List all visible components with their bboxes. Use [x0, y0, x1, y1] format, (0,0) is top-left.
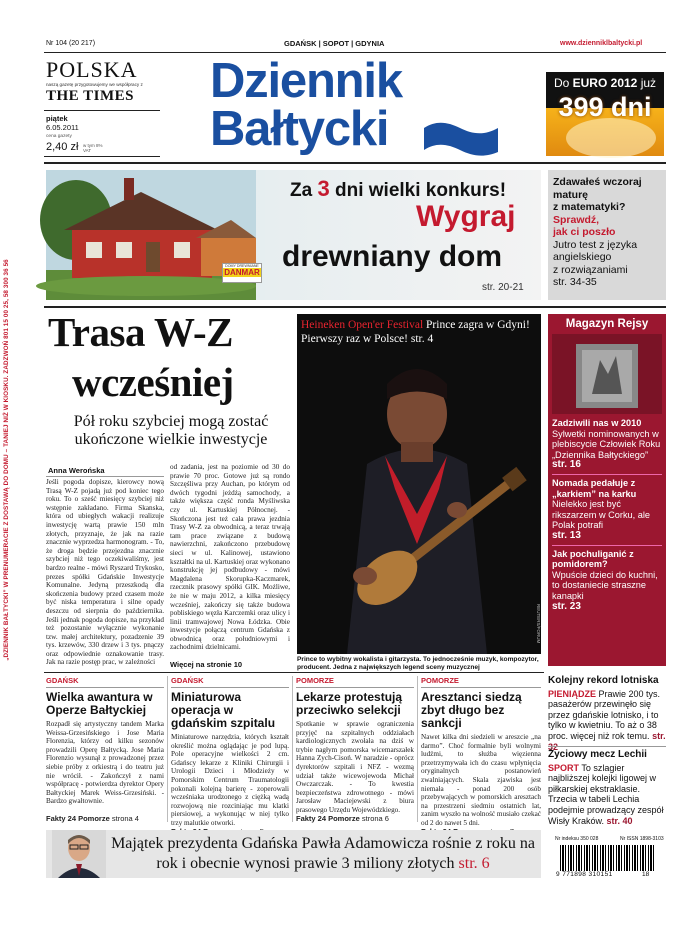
- right-news-1[interactable]: [548, 676, 666, 752]
- promo-line1-post: dni wielki konkurs!: [335, 180, 507, 201]
- partner-note: naszą gazetę przygotowujemy we współpracy z: [46, 82, 143, 87]
- news-1-fakty-label: Fakty 24 Pomorze: [46, 814, 110, 823]
- wave-logo-icon: [422, 114, 500, 158]
- news-item[interactable]: [171, 676, 289, 827]
- matura-pages: str. 34-35: [553, 276, 597, 288]
- right-news-1-page: str.: [652, 730, 666, 741]
- magazine-item-1-text: Sylwetki nominowanych w plebiscycie Człowiek Roku „Dziennika Bałtyckiego”: [552, 428, 661, 460]
- magazine-item-2-head: Nomada pedałuje z „karkiem” na karku: [552, 477, 637, 499]
- news-3-title: Lekarze protestują przeciwko selekcji: [296, 690, 403, 717]
- magazine-title: Magazyn Rejsy: [565, 318, 649, 330]
- matura-desc1: Jutro test z języka: [553, 238, 638, 251]
- issue-number: Nr 104 (20 217): [46, 40, 96, 47]
- right-news-2-text: To szlagier najbliższej kolejki ligowej w piłkarskiej ekstraklasie. Trzecia w tabeli Lechia podejmie prowadzący zespół Wisły Kraków.: [548, 762, 664, 826]
- guitarist-photo: [297, 314, 541, 654]
- promo-line2: Wygraj: [416, 200, 516, 233]
- news-4-body: Nawet kilka dni siedzieli w areszcie „na darmo”. Choć formalnie byli wolnymi ludźmi, to służba więzienna przetrzymywała ich do czasu wpłynięcia oryginalnych postanowień zwalniających. Skala zjawiska jest niemała - ponad 200 osób przebywających w pomorskich aresztach na przestrzeni siedmiu ostatnich lat, zanim wyszło na wolność musiało czekać od 2 do nawet 5 dni.: [421, 733, 541, 827]
- magazine-item-1-head: Zadziwili nas w 2010: [552, 418, 642, 428]
- photo-kicker: Heineken Open'er Festival: [301, 319, 424, 331]
- website-link[interactable]: www.dzienniklbaltycki.pl: [560, 40, 643, 47]
- vat-note: w tym 8% VAT: [83, 143, 103, 153]
- matura-check2: jak ci poszło: [553, 226, 616, 238]
- photo-caption: Prince to wybitny wokalista i gitarzysta. To jednocześnie muzyk, kompozytor, producent. Jedna z największych legend sceny muzycznej: [297, 656, 539, 671]
- news-3-body: Spotkanie w sprawie ograniczenia przyjęć na szpitalnych oddziałach kardiologicznych zwołała na dziś w trybie nagłym pomorska wicemarszałek Hanna Zych-Cisoń. W naradzie - oprócz dyrektorów szpitali i NFZ - wezmą udział także wicewojewoda Michał Owczarczak. - To kwestia bezpieczeństwa zdrowotnego - mówi Jarosław Maciejewski z biura prasowego Urzędu Wojewódzkiego.: [296, 720, 414, 814]
- right-news-2-tag: SPORT: [548, 762, 580, 773]
- news-3-fakty-page: strona 6: [361, 814, 389, 823]
- magazine-item-3-head: Jak pochuliganić z pomidorem?: [552, 548, 634, 570]
- promo-line1-num: 3: [317, 176, 330, 201]
- news-item[interactable]: [46, 676, 164, 824]
- news-1-section: GDAŃSK: [46, 676, 79, 685]
- photo-credit: REUTERS/FORUM: [536, 604, 541, 644]
- promo-line3: drewniany dom: [282, 240, 503, 273]
- right-news-1-text: Prawie 200 tys. pasażerów przewinęło się przez gdańskie lotnisko, i to tylko w kwietniu. To aż o 38 proc. więcej niż rok temu.: [548, 688, 661, 741]
- lead-more-link[interactable]: Więcej na stronie 10: [170, 660, 243, 669]
- danmar-logo: DOMY DREWNIANE DANMAR: [222, 263, 262, 283]
- right-news-2-title: Życiowy mecz Lechii: [548, 749, 647, 760]
- photo-headline: Prince zagra w Gdyni! Pierwszy raz w Polsce! str. 4: [301, 319, 530, 345]
- matura-desc3: z rozwiązaniami: [553, 263, 628, 276]
- news-item[interactable]: [421, 676, 541, 827]
- barcode-digits: 9 771898 310151: [556, 871, 613, 878]
- lead-column-2: od zadania, jest na poziomie od 30 do prawie 70 proc. Gotowe już są rondo Szczęśliwa przy Auchan, po którym od dwóch tygodni jeżdżą samochody, a także większa część ronda Myśliwska czy ul. Kartuskiej Północnej. - Skończona jest też cała prawa jezdnia Trasy W-Z za obwodnicą, a teraz trwają tam prace związane z budową nawierzchni, zakończono przebudowę sieci w ul. Kalinowej, ustawiono kształtki na ul. Kartuskiej oraz wykonano konstrukcję jej podbudowy - mówi Magdalena Skorupka-Kaczmarek, rzecznik prasowy spółki GIK. Możliwe, że nie w maju 2012, a kilka miesięcy wcześniej, zakończy się także budowa pobliskiego węzła Karczemki oraz ulicy i linii tramwajowej Nowa Łódzka. Obie inwestycje połączą centrum Gdańska z obwodnicą oraz południowymi i zachodnimi dzielnicami.: [170, 463, 290, 652]
- index-number: Nr indeksu 350 028: [555, 836, 599, 842]
- partner-polska: POLSKA: [46, 57, 138, 82]
- promo-pages: str. 20-21: [482, 282, 524, 293]
- news-item[interactable]: [296, 676, 414, 824]
- magazine-item-2-text: Nielekko jest być rikszarzem w Corku, ale Polak potrafi: [552, 499, 651, 531]
- footer-teaser-page: str. 6: [458, 855, 490, 872]
- magazine-item-2-page: str. 13: [552, 529, 581, 541]
- lead-author: Anna Werońska: [48, 466, 105, 475]
- news-2-title: Miniaturowa operacja w gdańskim szpitalu: [171, 690, 276, 730]
- price-note: cena gazety: [46, 134, 72, 139]
- news-3-fakty-label: Fakty 24 Pomorze: [296, 814, 360, 823]
- cities: GDAŃSK | SOPOT | GDYNIA: [284, 39, 385, 48]
- footer-teaser-text: Majątek prezydenta Gdańska Pawła Adamowicza rośnie z roku na rok i obecnie wynosi prawie 3 miliony złotych: [111, 835, 535, 872]
- masthead-line1: Dziennik: [210, 54, 402, 108]
- euro-prefix: Do: [553, 76, 570, 90]
- right-news-2-page: str. 40: [606, 815, 633, 826]
- prince-photo[interactable]: [297, 314, 541, 654]
- matura-desc2: angielskiego: [553, 251, 612, 263]
- euro-suffix: już: [640, 76, 657, 90]
- lead-title-1: Trasa W-Z: [48, 309, 233, 355]
- right-news-1-tag: PIENIĄDZE: [548, 688, 597, 699]
- date: 6.05.2011: [46, 123, 79, 132]
- euro-highlight: EURO 2012: [572, 76, 638, 90]
- right-news-2[interactable]: [548, 750, 666, 826]
- news-4-title: Aresztanci siedzą zbyt długo bez sankcji: [421, 690, 522, 730]
- news-1-body: Rozpadł się artystyczny tandem Marka Weissa-Grzesińskiego i Jose Maria Florenzia, którzy od kilku sezonów prowadzili Operę Bałtycką. Jose Maria Florenzio wysunął z prowadzonej przez siebie próby z orkiestrą i do teatru już nie wrócił. - Zakończył z nami współpracę - potwierdza dyrektor Opery Bałtyckiej Marek Weiss-Grzesiński. - Bardzo gwałtownie.: [46, 720, 164, 806]
- weekday: piątek: [46, 114, 68, 123]
- mayor-portrait: [52, 830, 106, 878]
- euro-countdown: [546, 72, 664, 156]
- magazine-box[interactable]: [548, 314, 666, 666]
- matura-q2: maturę: [553, 188, 589, 201]
- magazine-item-3-text: Wpuście dzieci do kuchni, to dostaniecie straszne kanapki: [552, 569, 658, 601]
- matura-check1: Sprawdź,: [553, 213, 600, 226]
- promo-line1-pre: Za: [290, 180, 313, 201]
- barcode-issue: 18: [642, 871, 650, 878]
- news-1-fakty-page: strona 4: [111, 814, 139, 823]
- issn-number: Nr ISSN 1898-3103: [620, 836, 664, 842]
- magazine-item-3-page: str. 23: [552, 600, 581, 612]
- magazine-item-1-page: str. 16: [552, 459, 581, 471]
- barcode: [560, 845, 654, 871]
- side-subscription-text: „DZIENNIK BAŁTYCKI” W PRENUMERACIE Z DOSTAWĄ DO DOMU – TANIEJ NIŻ W KIOSKU. ZADZWOŃ 801 15 00 25, 58 300 36 56: [3, 259, 10, 661]
- lead-column-1: Jeśli pogoda dopisze, kierowcy nową Trasą W-Z pojadą już pod koniec tego roku. To o sześć miesięcy szybciej niż wstępnie zakładano. Firma Skanska, która od ubiegłych wakacji realizuje inwestycję wartą prawie 150 mln złotych, przyznaje, że jak na razie znacznie wyprzedza harmonogram. - To, że droga będzie przejezdna znacznie szybciej niż tego oczekiwaliśmy, jest bardzo realne - mówi Ryszard Trykosko, prezes spółki Gdańskie Inwestycje Komunalne. Jedyną przeszkodą dla skończenia budowy przed czasem może być niska temperatura i silne opady deszczu od sierpnia do października. Jeśli jednak pogoda dopisze, na przykład też pozostanie wyłącznie wykonanie tzw. małej architektury, pozadzenie 39 tys. krzewów, 330 drzew i 3 tys. pnączy oraz odpowiednie oznakowanie trasy. Jak na razie postęp prac, w zależności: [46, 478, 164, 667]
- lead-title-2: wcześniej: [72, 359, 234, 405]
- news-1-title: Wielka awantura w Operze Bałtyckiej: [46, 690, 153, 717]
- matura-q1: Zdawałeś wczoraj: [553, 176, 642, 188]
- lead-subtitle: Pół roku szybciej mogą zostać ukończone wielkie inwestycje: [73, 413, 269, 448]
- news-2-body: Miniaturowe narzędzia, których kształt określić można oglądając je pod lupą. Pole operacyjne wielkości 2 cm. Gdańscy lekarze z Kliniki Chirurgii i Urologii Dzieci i Młodzieży w Pomorskim Centrum Traumatologii pokonali kolejną barierę - zoperowali wcześniaka urodzonego z ciężką wadą rozwojową nie rozciniając mu klatki piersiowej, a wykonując w niej tylko trzy malutkie otworki.: [171, 733, 289, 827]
- news-4-section: POMORZE: [421, 676, 459, 685]
- right-news-1-title: Kolejny rekord lotniska: [548, 675, 659, 686]
- footer-teaser[interactable]: [46, 830, 541, 878]
- matura-q3: z matematyki?: [553, 201, 626, 213]
- masthead-line2: Bałtycki: [210, 102, 389, 156]
- promo-banner[interactable]: [46, 170, 541, 300]
- news-3-section: POMORZE: [296, 676, 334, 685]
- award-statuette-image: [552, 334, 662, 414]
- euro-days: 399 dni: [558, 92, 652, 122]
- price: 2,40 zł: [46, 141, 79, 153]
- partner-times: THE TIMES: [46, 88, 135, 104]
- matura-box[interactable]: [548, 170, 666, 300]
- news-2-section: GDAŃSK: [171, 676, 204, 685]
